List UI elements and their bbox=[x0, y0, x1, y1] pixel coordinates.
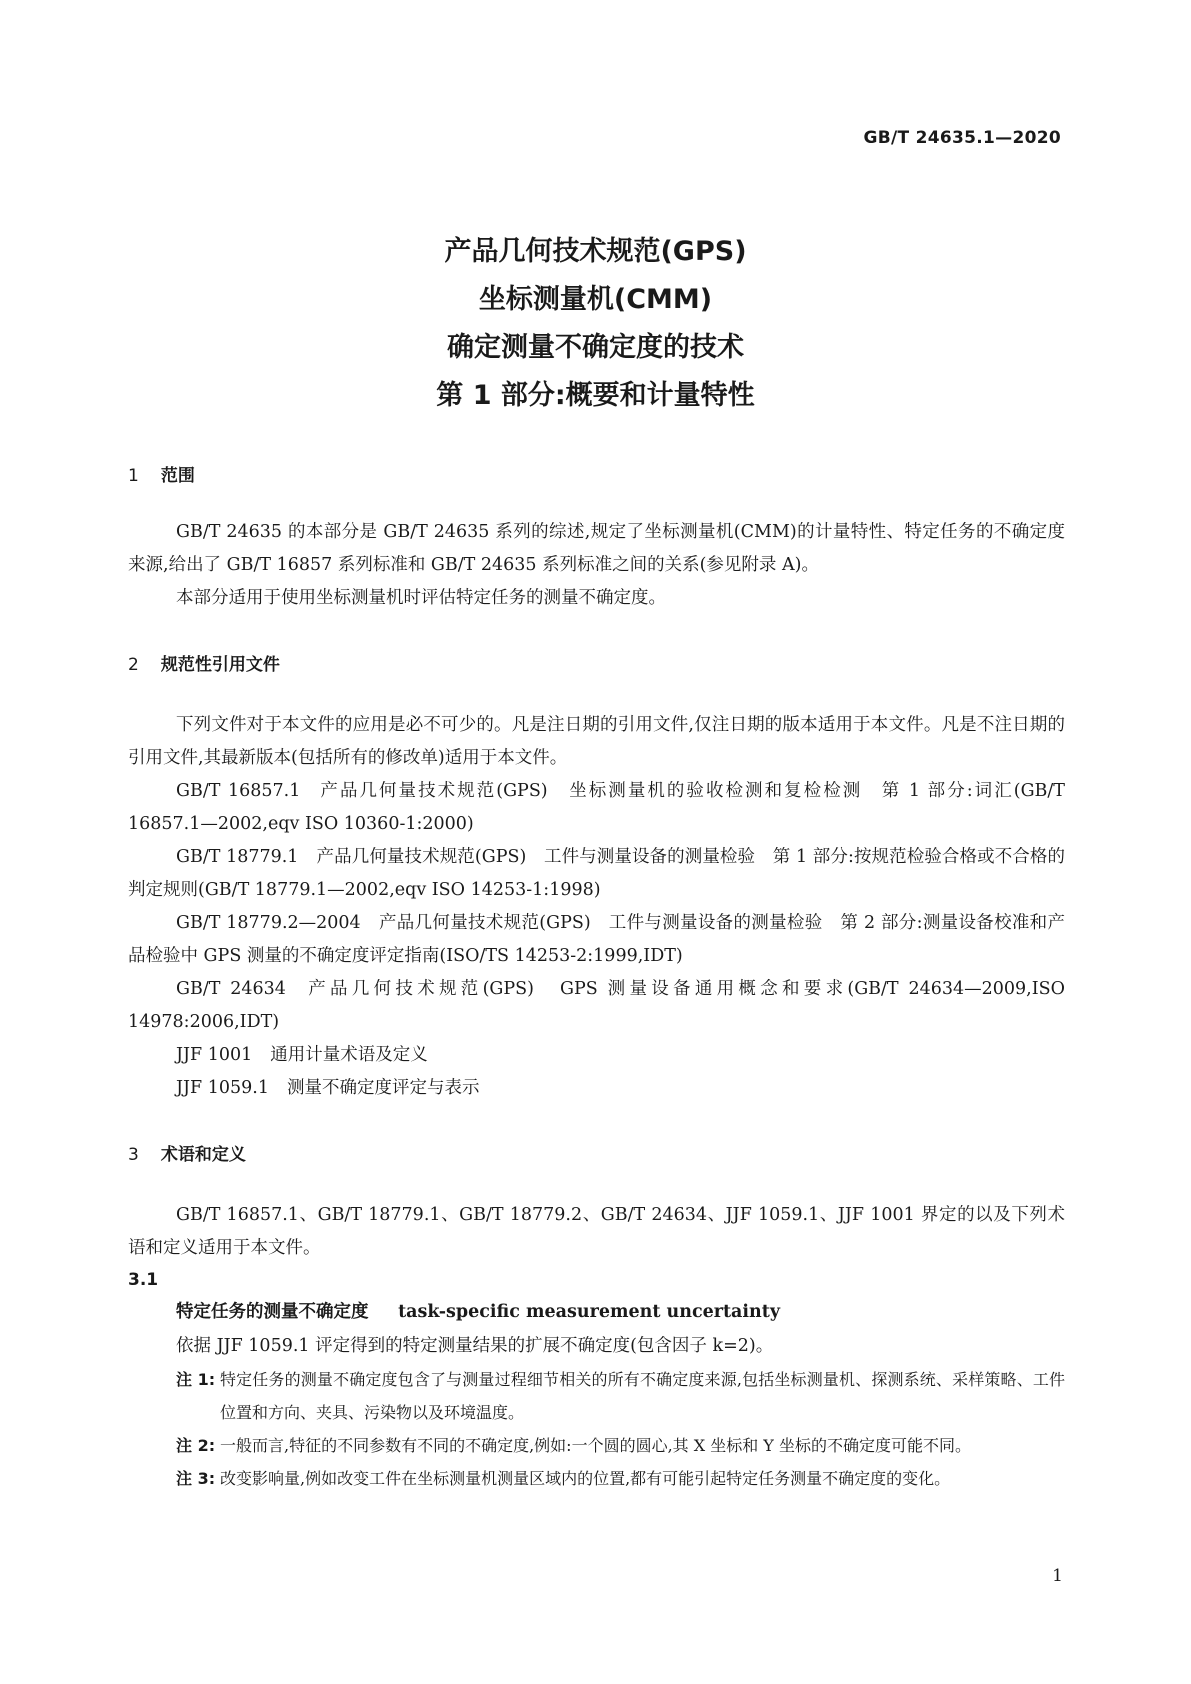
note-label: 注 3: bbox=[176, 1469, 216, 1488]
reference-code: GB/T 24634 bbox=[176, 979, 286, 999]
paragraph: GB/T 24635 的本部分是 GB/T 24635 系列的综述,规定了坐标测量机(CMM)的计量特性、特定任务的不确定度来源,给出了 GB/T 16857 系列标准和 GB/T 24635 系列标准之间的关系(参见附录 A)。 bbox=[128, 522, 1065, 575]
reference-code: GB/T 18779.1 bbox=[176, 847, 299, 867]
document-body bbox=[128, 462, 1065, 1495]
reference-item bbox=[128, 1072, 1065, 1105]
note bbox=[128, 1429, 1065, 1462]
note-label: 注 2: bbox=[176, 1436, 216, 1455]
reference-text: 产品几何量技术规范(GPS) 工件与测量设备的测量检验 第 1 部分:按规范检验合格或不合格的判定规则(GB/T 18779.1—2002,eqv ISO 14253-1:1998) bbox=[128, 847, 1065, 900]
section-2-heading bbox=[128, 651, 1065, 679]
note-text: 特定任务的测量不确定度包含了与测量过程细节相关的所有不确定度来源,包括坐标测量机、探测系统、采样策略、工件位置和方向、夹具、污染物以及环境温度。 bbox=[220, 1370, 1065, 1422]
reference-item bbox=[128, 973, 1065, 1039]
section-title: 范围 bbox=[160, 466, 195, 486]
reference-item bbox=[128, 1039, 1065, 1072]
paragraph: 本部分适用于使用坐标测量机时评估特定任务的测量不确定度。 bbox=[176, 588, 666, 608]
reference-code: GB/T 16857.1 bbox=[176, 781, 301, 801]
note bbox=[128, 1462, 1065, 1495]
title-line-3: 确定测量不确定度的技术 bbox=[447, 332, 744, 363]
reference-item bbox=[128, 841, 1065, 907]
title-line-1: 产品几何技术规范(GPS) bbox=[444, 236, 747, 267]
reference-text: 产品几何量技术规范(GPS) 坐标测量机的验收检测和复检检测 第 1 部分:词汇(GB/T 16857.1—2002,eqv ISO 10360-1:2000) bbox=[128, 781, 1065, 834]
section-number: 3 bbox=[128, 1145, 139, 1165]
reference-code: GB/T 18779.2—2004 bbox=[176, 913, 361, 933]
note-label: 注 1: bbox=[176, 1370, 216, 1389]
paragraph: GB/T 16857.1、GB/T 18779.1、GB/T 18779.2、GB/T 24634、JJF 1059.1、JJF 1001 界定的以及下列术语和定义适用于本文件。 bbox=[128, 1205, 1065, 1258]
section-title: 术语和定义 bbox=[160, 1145, 246, 1165]
standard-code: GB/T 24635.1—2020 bbox=[863, 128, 1061, 148]
reference-item bbox=[128, 907, 1065, 973]
paragraph: 下列文件对于本文件的应用是必不可少的。凡是注日期的引用文件,仅注日期的版本适用于本文件。凡是不注日期的引用文件,其最新版本(包括所有的修改单)适用于本文件。 bbox=[128, 715, 1065, 768]
document-title bbox=[0, 228, 1191, 420]
reference-code: JJF 1059.1 bbox=[176, 1078, 269, 1098]
note bbox=[128, 1363, 1065, 1429]
section-number: 1 bbox=[128, 466, 139, 486]
reference-text: 测量不确定度评定与表示 bbox=[286, 1078, 480, 1098]
reference-text: 通用计量术语及定义 bbox=[270, 1045, 428, 1065]
reference-code: JJF 1001 bbox=[176, 1045, 253, 1065]
term-title-zh: 特定任务的测量不确定度 bbox=[176, 1302, 369, 1322]
reference-text: 产品几何技术规范(GPS) GPS 测量设备通用概念和要求(GB/T 24634—2009,ISO 14978:2006,IDT) bbox=[128, 979, 1065, 1032]
term-definition: 依据 JJF 1059.1 评定得到的特定测量结果的扩展不确定度(包含因子 k=2)。 bbox=[176, 1336, 774, 1356]
note-text: 改变影响量,例如改变工件在坐标测量机测量区域内的位置,都有可能引起特定任务测量不确定度的变化。 bbox=[220, 1469, 951, 1488]
term-title bbox=[128, 1295, 1065, 1329]
section-title: 规范性引用文件 bbox=[160, 655, 280, 675]
section-1-heading bbox=[128, 462, 1065, 490]
title-line-2: 坐标测量机(CMM) bbox=[478, 284, 713, 315]
term-title-en: task-specific measurement uncertainty bbox=[398, 1302, 781, 1322]
term-number: 3.1 bbox=[128, 1270, 159, 1290]
reference-text: 产品几何量技术规范(GPS) 工件与测量设备的测量检验 第 2 部分:测量设备校准和产品检验中 GPS 测量的不确定度评定指南(ISO/TS 14253-2:1999,IDT) bbox=[128, 913, 1065, 966]
page-number: 1 bbox=[1052, 1566, 1063, 1586]
section-number: 2 bbox=[128, 655, 139, 675]
title-line-4: 第 1 部分:概要和计量特性 bbox=[436, 380, 755, 411]
note-text: 一般而言,特征的不同参数有不同的不确定度,例如:一个圆的圆心,其 X 坐标和 Y 坐标的不确定度可能不同。 bbox=[220, 1436, 971, 1455]
section-3-heading bbox=[128, 1141, 1065, 1169]
reference-item bbox=[128, 775, 1065, 841]
